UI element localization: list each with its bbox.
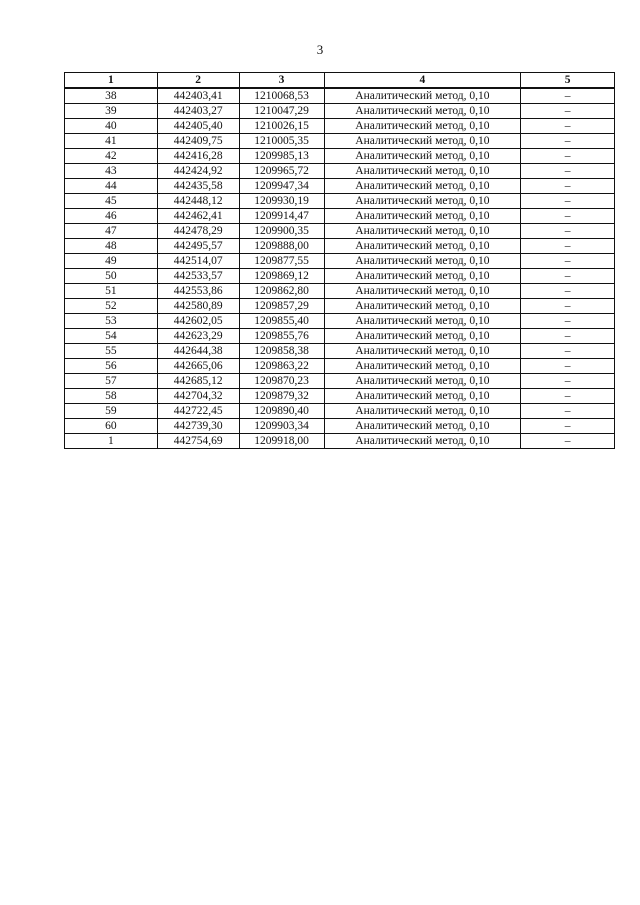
point-number-cell: 56 [65, 359, 158, 374]
column-header-4: 4 [324, 73, 521, 89]
y-coordinate-cell: 1209870,23 [239, 374, 324, 389]
note-cell: – [521, 314, 615, 329]
note-cell: – [521, 299, 615, 314]
table-row [65, 434, 615, 449]
table-row [65, 389, 615, 404]
table-row [65, 149, 615, 164]
x-coordinate-cell: 442403,27 [157, 104, 239, 119]
x-coordinate-cell: 442580,89 [157, 299, 239, 314]
x-coordinate-cell: 442448,12 [157, 194, 239, 209]
method-cell: Аналитический метод, 0,10 [324, 299, 521, 314]
table-row [65, 224, 615, 239]
y-coordinate-cell: 1210068,53 [239, 88, 324, 104]
point-number-cell: 38 [65, 88, 158, 104]
table-row [65, 344, 615, 359]
note-cell: – [521, 239, 615, 254]
note-cell: – [521, 164, 615, 179]
point-number-cell: 49 [65, 254, 158, 269]
y-coordinate-cell: 1209855,76 [239, 329, 324, 344]
note-cell: – [521, 119, 615, 134]
y-coordinate-cell: 1209888,00 [239, 239, 324, 254]
y-coordinate-cell: 1209900,35 [239, 224, 324, 239]
method-cell: Аналитический метод, 0,10 [324, 314, 521, 329]
table-row [65, 179, 615, 194]
x-coordinate-cell: 442435,58 [157, 179, 239, 194]
point-number-cell: 50 [65, 269, 158, 284]
point-number-cell: 40 [65, 119, 158, 134]
method-cell: Аналитический метод, 0,10 [324, 194, 521, 209]
note-cell: – [521, 329, 615, 344]
point-number-cell: 55 [65, 344, 158, 359]
table-row [65, 314, 615, 329]
table-row [65, 254, 615, 269]
y-coordinate-cell: 1209869,12 [239, 269, 324, 284]
y-coordinate-cell: 1209877,55 [239, 254, 324, 269]
table-row [65, 104, 615, 119]
coordinates-table [64, 72, 615, 449]
note-cell: – [521, 88, 615, 104]
table-row [65, 209, 615, 224]
method-cell: Аналитический метод, 0,10 [324, 134, 521, 149]
table-row [65, 419, 615, 434]
y-coordinate-cell: 1209965,72 [239, 164, 324, 179]
x-coordinate-cell: 442644,38 [157, 344, 239, 359]
table-row [65, 404, 615, 419]
column-header-5: 5 [521, 73, 615, 89]
x-coordinate-cell: 442409,75 [157, 134, 239, 149]
y-coordinate-cell: 1209985,13 [239, 149, 324, 164]
point-number-cell: 47 [65, 224, 158, 239]
note-cell: – [521, 179, 615, 194]
method-cell: Аналитический метод, 0,10 [324, 344, 521, 359]
x-coordinate-cell: 442739,30 [157, 419, 239, 434]
page-number: 3 [316, 42, 324, 57]
point-number-cell: 45 [65, 194, 158, 209]
x-coordinate-cell: 442514,07 [157, 254, 239, 269]
note-cell: – [521, 104, 615, 119]
method-cell: Аналитический метод, 0,10 [324, 269, 521, 284]
method-cell: Аналитический метод, 0,10 [324, 119, 521, 134]
column-header-2: 2 [157, 73, 239, 89]
point-number-cell: 43 [65, 164, 158, 179]
x-coordinate-cell: 442416,28 [157, 149, 239, 164]
method-cell: Аналитический метод, 0,10 [324, 104, 521, 119]
table-row [65, 134, 615, 149]
note-cell: – [521, 254, 615, 269]
note-cell: – [521, 149, 615, 164]
method-cell: Аналитический метод, 0,10 [324, 164, 521, 179]
point-number-cell: 44 [65, 179, 158, 194]
x-coordinate-cell: 442754,69 [157, 434, 239, 449]
x-coordinate-cell: 442495,57 [157, 239, 239, 254]
method-cell: Аналитический метод, 0,10 [324, 149, 521, 164]
table-row [65, 374, 615, 389]
table-row [65, 239, 615, 254]
y-coordinate-cell: 1209863,22 [239, 359, 324, 374]
table-header-row [65, 73, 615, 89]
note-cell: – [521, 209, 615, 224]
y-coordinate-cell: 1209947,34 [239, 179, 324, 194]
note-cell: – [521, 419, 615, 434]
y-coordinate-cell: 1209890,40 [239, 404, 324, 419]
x-coordinate-cell: 442403,41 [157, 88, 239, 104]
method-cell: Аналитический метод, 0,10 [324, 359, 521, 374]
note-cell: – [521, 344, 615, 359]
table-row [65, 88, 615, 104]
method-cell: Аналитический метод, 0,10 [324, 389, 521, 404]
method-cell: Аналитический метод, 0,10 [324, 284, 521, 299]
method-cell: Аналитический метод, 0,10 [324, 419, 521, 434]
point-number-cell: 54 [65, 329, 158, 344]
y-coordinate-cell: 1209930,19 [239, 194, 324, 209]
x-coordinate-cell: 442602,05 [157, 314, 239, 329]
point-number-cell: 58 [65, 389, 158, 404]
method-cell: Аналитический метод, 0,10 [324, 239, 521, 254]
y-coordinate-cell: 1209857,29 [239, 299, 324, 314]
point-number-cell: 59 [65, 404, 158, 419]
point-number-cell: 60 [65, 419, 158, 434]
method-cell: Аналитический метод, 0,10 [324, 434, 521, 449]
method-cell: Аналитический метод, 0,10 [324, 88, 521, 104]
note-cell: – [521, 404, 615, 419]
point-number-cell: 39 [65, 104, 158, 119]
note-cell: – [521, 389, 615, 404]
y-coordinate-cell: 1209862,80 [239, 284, 324, 299]
x-coordinate-cell: 442722,45 [157, 404, 239, 419]
method-cell: Аналитический метод, 0,10 [324, 404, 521, 419]
y-coordinate-cell: 1209903,34 [239, 419, 324, 434]
method-cell: Аналитический метод, 0,10 [324, 329, 521, 344]
y-coordinate-cell: 1209918,00 [239, 434, 324, 449]
note-cell: – [521, 359, 615, 374]
note-cell: – [521, 194, 615, 209]
point-number-cell: 57 [65, 374, 158, 389]
x-coordinate-cell: 442424,92 [157, 164, 239, 179]
point-number-cell: 41 [65, 134, 158, 149]
note-cell: – [521, 284, 615, 299]
x-coordinate-cell: 442478,29 [157, 224, 239, 239]
x-coordinate-cell: 442704,32 [157, 389, 239, 404]
point-number-cell: 52 [65, 299, 158, 314]
table-row [65, 359, 615, 374]
note-cell: – [521, 434, 615, 449]
note-cell: – [521, 224, 615, 239]
y-coordinate-cell: 1209855,40 [239, 314, 324, 329]
y-coordinate-cell: 1209879,32 [239, 389, 324, 404]
x-coordinate-cell: 442685,12 [157, 374, 239, 389]
table-row [65, 269, 615, 284]
x-coordinate-cell: 442553,86 [157, 284, 239, 299]
x-coordinate-cell: 442405,40 [157, 119, 239, 134]
point-number-cell: 1 [65, 434, 158, 449]
table-row [65, 329, 615, 344]
note-cell: – [521, 134, 615, 149]
note-cell: – [521, 269, 615, 284]
table-row [65, 299, 615, 314]
table-row [65, 284, 615, 299]
table-row [65, 194, 615, 209]
method-cell: Аналитический метод, 0,10 [324, 254, 521, 269]
point-number-cell: 51 [65, 284, 158, 299]
method-cell: Аналитический метод, 0,10 [324, 374, 521, 389]
x-coordinate-cell: 442462,41 [157, 209, 239, 224]
method-cell: Аналитический метод, 0,10 [324, 224, 521, 239]
y-coordinate-cell: 1209858,38 [239, 344, 324, 359]
point-number-cell: 53 [65, 314, 158, 329]
x-coordinate-cell: 442533,57 [157, 269, 239, 284]
x-coordinate-cell: 442623,29 [157, 329, 239, 344]
method-cell: Аналитический метод, 0,10 [324, 209, 521, 224]
y-coordinate-cell: 1210026,15 [239, 119, 324, 134]
column-header-3: 3 [239, 73, 324, 89]
point-number-cell: 48 [65, 239, 158, 254]
note-cell: – [521, 374, 615, 389]
column-header-1: 1 [65, 73, 158, 89]
table-row [65, 164, 615, 179]
point-number-cell: 42 [65, 149, 158, 164]
method-cell: Аналитический метод, 0,10 [324, 179, 521, 194]
y-coordinate-cell: 1209914,47 [239, 209, 324, 224]
x-coordinate-cell: 442665,06 [157, 359, 239, 374]
y-coordinate-cell: 1210005,35 [239, 134, 324, 149]
y-coordinate-cell: 1210047,29 [239, 104, 324, 119]
point-number-cell: 46 [65, 209, 158, 224]
table-row [65, 119, 615, 134]
